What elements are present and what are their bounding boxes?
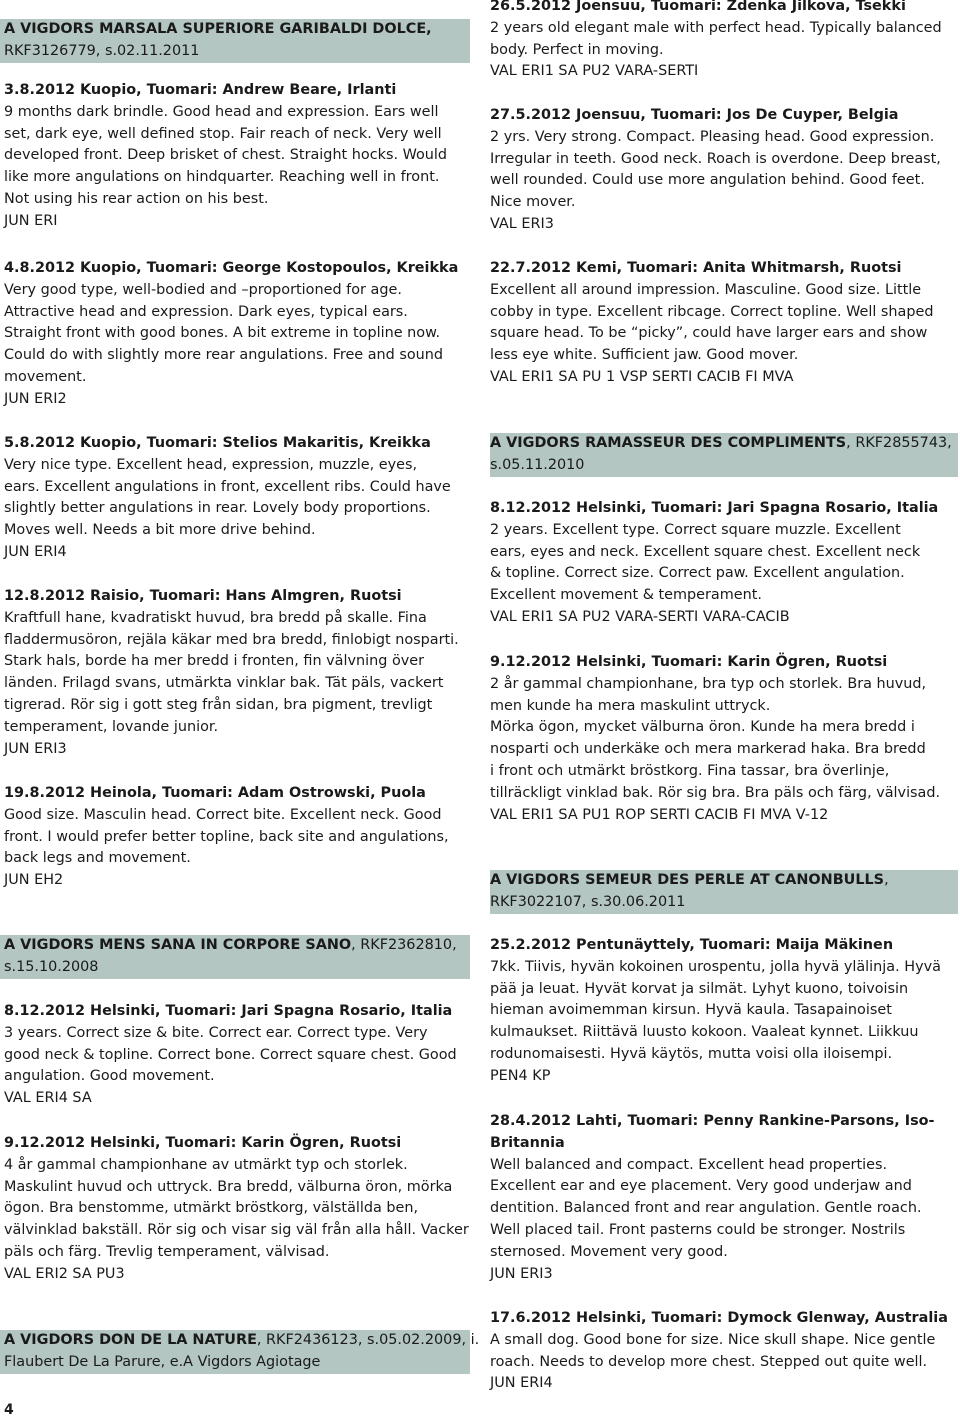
- show-entry: [490, 258, 958, 389]
- entry-text-line: Good size. Masculin head. Correct bite. Excellent neck. Good: [4, 806, 442, 823]
- show-entry: [490, 0, 958, 83]
- entry-text-line: slightly better angulations in rear. Lovely body proportions.: [4, 500, 431, 517]
- entry-text-line: ögon. Bra benstomme, utmärkt bröstkorg, välställda ben,: [4, 1200, 419, 1217]
- entry-text-line: päls och färg. Trevlig temperament, välvisad.: [4, 1243, 330, 1260]
- entry-title: 9.12.2012 Helsinki, Tuomari: Karin Ögren, Ruotsi: [4, 1135, 402, 1151]
- entry-text-line: temperament, lovande junior.: [4, 718, 219, 735]
- dog-header: [0, 19, 470, 63]
- entry-text-line: dentition. Balanced front and rear angulation. Gentle roach.: [490, 1200, 922, 1217]
- entry-result: JUN ERI3: [4, 740, 67, 757]
- entry-text-line: Mörka ögon, mycket välburna öron. Kunde ha mera bredd i: [490, 719, 915, 736]
- entry-result: JUN ERI4: [490, 1375, 553, 1392]
- entry-text-line: Excellent ear and eye placement. Very good underjaw and: [490, 1178, 912, 1195]
- show-entry: [4, 258, 470, 411]
- entry-text-line: & topline. Correct size. Correct paw. Excellent angulation.: [490, 565, 905, 582]
- dog-name: A VIGDORS MENS SANA IN CORPORE SANO: [4, 937, 352, 953]
- entry-text-line: square head. To be “picky”, could have larger ears and show: [490, 325, 928, 342]
- dog-name: A VIGDORS MARSALA SUPERIORE GARIBALDI DOLCE,: [4, 21, 432, 37]
- page-number: 4: [4, 1402, 14, 1418]
- entry-text-line: hieman avoimemman kirsun. Hyvä kaula. Tasapainoiset: [490, 1002, 892, 1019]
- entry-text-line: tigrerad. Rör sig i gott steg från sidan, bra pigment, trevligt: [4, 696, 433, 713]
- entry-text-line: länden. Frilagd svans, utmärkta vinklar bak. Tät päls, vackert: [4, 675, 444, 692]
- entry-text-line: Kraftfull hane, kvadratiskt huvud, bra bredd på skalle. Fina: [4, 609, 427, 626]
- entry-text-line: ears. Excellent angulations in front, excellent ribs. Could have: [4, 478, 451, 495]
- dog-name: A VIGDORS SEMEUR DES PERLE AT CANONBULLS: [490, 872, 885, 888]
- entry-text-line: Nice mover.: [490, 194, 576, 211]
- dog-registration: ,: [884, 872, 889, 888]
- entry-text-line: like more angulations on hindquarter. Reaching well in front.: [4, 169, 440, 186]
- entry-text-line: front. I would prefer better topline, back site and angulations,: [4, 828, 449, 845]
- entry-result: JUN EH2: [4, 872, 64, 889]
- entry-result: VAL ERI1 SA PU1 ROP SERTI CACIB FI MVA V-12: [490, 806, 829, 823]
- entry-title: 8.12.2012 Helsinki, Tuomari: Jari Spagna Rosario, Italia: [490, 500, 939, 516]
- dog-parents: Flaubert De La Parure, e.A Vigdors Agiotage: [4, 1353, 321, 1370]
- entry-text-line: 4 år gammal championhane av utmärkt typ och storlek.: [4, 1156, 408, 1173]
- show-entry: [490, 105, 958, 236]
- entry-text-line: A small dog. Good bone for size. Nice skull shape. Nice gentle: [490, 1331, 936, 1348]
- entry-text-line: Very good type, well-bodied and –proportioned for age.: [4, 281, 402, 298]
- dog-registration-date: RKF3022107, s.30.06.2011: [490, 893, 686, 910]
- entry-text-line: Moves well. Needs a bit more drive behind.: [4, 522, 316, 539]
- entry-text-line: Well balanced and compact. Excellent head properties.: [490, 1156, 888, 1173]
- entry-result: PEN4 KP: [490, 1067, 551, 1084]
- entry-result: VAL ERI3: [490, 215, 554, 232]
- dog-registration: RKF3126779, s.02.11.2011: [4, 42, 200, 59]
- entry-text-line: Well placed tail. Front pasterns could be stronger. Nostrils: [490, 1221, 906, 1238]
- entry-text-line: 7kk. Tiivis, hyvän kokoinen urospentu, jolla hyvä ylälinja. Hyvä: [490, 958, 941, 975]
- dog-header: [490, 870, 958, 914]
- show-entry: [4, 80, 470, 233]
- entry-text-line: Excellent all around impression. Masculine. Good size. Little: [490, 281, 922, 298]
- entry-text-line: fladdermusöron, rejäla käkar med bra bredd, finlobigt nosparti.: [4, 631, 459, 648]
- entry-title: 28.4.2012 Lahti, Tuomari: Penny Rankine-Parsons, Iso-: [490, 1113, 935, 1129]
- entry-result: VAL ERI1 SA PU 1 VSP SERTI CACIB FI MVA: [490, 368, 794, 385]
- entry-text-line: 3 years. Correct size & bite. Correct ear. Correct type. Very: [4, 1024, 428, 1041]
- entry-result: VAL ERI4 SA: [4, 1090, 92, 1107]
- entry-text-line: sternosed. Movement very good.: [490, 1243, 728, 1260]
- dog-birthdate: s.05.11.2010: [490, 456, 585, 473]
- entry-text-line: i front och utmärkt bröstkorg. Fina tassar, bra överlinje,: [490, 762, 890, 779]
- entry-text-line: nosparti och underkäke och mera markerad haka. Bra bredd: [490, 741, 926, 758]
- entry-text-line: Stark hals, borde ha mer bredd i fronten, fin välvning över: [4, 653, 425, 670]
- entry-text-line: 2 yrs. Very strong. Compact. Pleasing head. Good expression.: [490, 128, 935, 145]
- entry-text-line: less eye white. Sufficient jaw. Good mover.: [490, 347, 799, 364]
- show-entry: [490, 1308, 958, 1395]
- dog-registration: , RKF2855743,: [846, 435, 952, 451]
- entry-title: 5.8.2012 Kuopio, Tuomari: Stelios Makaritis, Kreikka: [4, 435, 431, 451]
- dog-header: [0, 1330, 480, 1374]
- entry-title: 17.6.2012 Helsinki, Tuomari: Dymock Glenway, Australia: [490, 1310, 948, 1326]
- entry-title: 26.5.2012 Joensuu, Tuomari: Zdenka Jilkova, Tsekki: [490, 0, 906, 14]
- entry-text-line: rodunomaisesti. Hyvä käytös, mutta voisi olla iloisempi.: [490, 1045, 893, 1062]
- entry-text-line: 2 år gammal championhane, bra typ och storlek. Bra huvud,: [490, 675, 927, 692]
- entry-title: 8.12.2012 Helsinki, Tuomari: Jari Spagna Rosario, Italia: [4, 1003, 453, 1019]
- entry-text-line: good neck & topline. Correct bone. Correct square chest. Good: [4, 1046, 457, 1063]
- entry-text-line: ears, eyes and neck. Excellent square chest. Excellent neck: [490, 543, 921, 560]
- entry-text-line: back legs and movement.: [4, 850, 191, 867]
- dog-registration: , RKF2362810,: [351, 937, 457, 953]
- entry-result: JUN ERI2: [4, 390, 67, 407]
- entry-title: 22.7.2012 Kemi, Tuomari: Anita Whitmarsh, Ruotsi: [490, 260, 902, 276]
- entry-text-line: välvinklad bakställ. Rör sig och visar sig väl från alla håll. Vacker: [4, 1222, 469, 1239]
- entry-text-line: developed front. Deep brisket of chest. Straight hocks. Would: [4, 147, 448, 164]
- dog-name: A VIGDORS DON DE LA NATURE: [4, 1332, 257, 1348]
- entry-text-line: tillräckligt vinklad bak. Rör sig bra. Bra päls och färg, välvisad.: [490, 784, 941, 801]
- entry-text-line: set, dark eye, well defined stop. Fair reach of neck. Very well: [4, 125, 442, 142]
- entry-text-line: Could do with slightly more rear angulations. Free and sound: [4, 347, 444, 364]
- entry-text-line: 2 years old elegant male with perfect head. Typically balanced: [490, 19, 942, 36]
- entry-title: 4.8.2012 Kuopio, Tuomari: George Kostopoulos, Kreikka: [4, 260, 459, 276]
- show-entry: [490, 1111, 958, 1285]
- show-entry: [490, 652, 958, 826]
- entry-text-line: Not using his rear action on his best.: [4, 190, 269, 207]
- entry-text-line: cobby in type. Excellent ribcage. Correct topline. Well shaped: [490, 303, 934, 320]
- dog-registration: , RKF2436123, s.05.02.2009, i.: [256, 1332, 480, 1348]
- dog-birthdate: s.15.10.2008: [4, 958, 99, 975]
- entry-result: VAL ERI1 SA PU2 VARA-SERTI VARA-CACIB: [490, 608, 790, 625]
- entry-text-line: Maskulint huvud och uttryck. Bra bredd, välburna öron, mörka: [4, 1178, 453, 1195]
- dog-header: [0, 935, 470, 979]
- entry-result: VAL ERI1 SA PU2 VARA-SERTI: [490, 63, 699, 80]
- entry-text-line: pää ja leuat. Hyvät korvat ja silmät. Lyhyt kuono, toivoisin: [490, 980, 909, 997]
- show-entry: [490, 935, 958, 1088]
- entry-text-line: men kunde ha mera maskulint uttryck.: [490, 697, 771, 714]
- entry-title: 12.8.2012 Raisio, Tuomari: Hans Almgren, Ruotsi: [4, 588, 402, 604]
- entry-result: JUN ERI4: [4, 543, 67, 560]
- show-entry: [4, 1001, 470, 1110]
- entry-result: JUN ERI3: [490, 1265, 553, 1282]
- entry-title: 27.5.2012 Joensuu, Tuomari: Jos De Cuyper, Belgia: [490, 107, 899, 123]
- entry-text-line: Excellent movement & temperament.: [490, 587, 762, 604]
- entry-result: JUN ERI: [4, 212, 58, 229]
- show-entry: [490, 498, 958, 629]
- entry-result: VAL ERI2 SA PU3: [4, 1265, 125, 1282]
- entry-text-line: well rounded. Could use more angulation behind. Good feet.: [490, 172, 925, 189]
- dog-name: A VIGDORS RAMASSEUR DES COMPLIMENTS: [490, 435, 847, 451]
- show-entry: [4, 783, 470, 892]
- entry-text-line: Attractive head and expression. Dark eyes, typical ears.: [4, 303, 408, 320]
- show-entry: [4, 586, 470, 760]
- entry-text-line: kulmaukset. Riittävä luusto kokoon. Vaaleat kynnet. Liikkuu: [490, 1024, 919, 1041]
- entry-text-line: movement.: [4, 368, 87, 385]
- entry-text-line: 2 years. Excellent type. Correct square muzzle. Excellent: [490, 521, 901, 538]
- entry-title: 9.12.2012 Helsinki, Tuomari: Karin Ögren, Ruotsi: [490, 654, 888, 670]
- entry-text-line: Very nice type. Excellent head, expression, muzzle, eyes,: [4, 456, 418, 473]
- entry-title-continued: Britannia: [490, 1134, 565, 1151]
- entry-text-line: body. Perfect in moving.: [490, 41, 664, 58]
- entry-text-line: Irregular in teeth. Good neck. Roach is overdone. Deep breast,: [490, 150, 941, 167]
- entry-title: 19.8.2012 Heinola, Tuomari: Adam Ostrowski, Puola: [4, 785, 426, 801]
- entry-title: 25.2.2012 Pentunäyttely, Tuomari: Maija Mäkinen: [490, 937, 894, 953]
- entry-title: 3.8.2012 Kuopio, Tuomari: Andrew Beare, Irlanti: [4, 82, 397, 98]
- entry-text-line: 9 months dark brindle. Good head and expression. Ears well: [4, 103, 439, 120]
- show-entry: [4, 433, 470, 564]
- entry-text-line: roach. Needs to develop more chest. Stepped out quite well.: [490, 1353, 928, 1370]
- entry-text-line: angulation. Good movement.: [4, 1068, 215, 1085]
- show-entry: [4, 1133, 470, 1286]
- dog-header: [490, 433, 958, 477]
- entry-text-line: Straight front with good bones. A bit extreme in topline now.: [4, 325, 441, 342]
